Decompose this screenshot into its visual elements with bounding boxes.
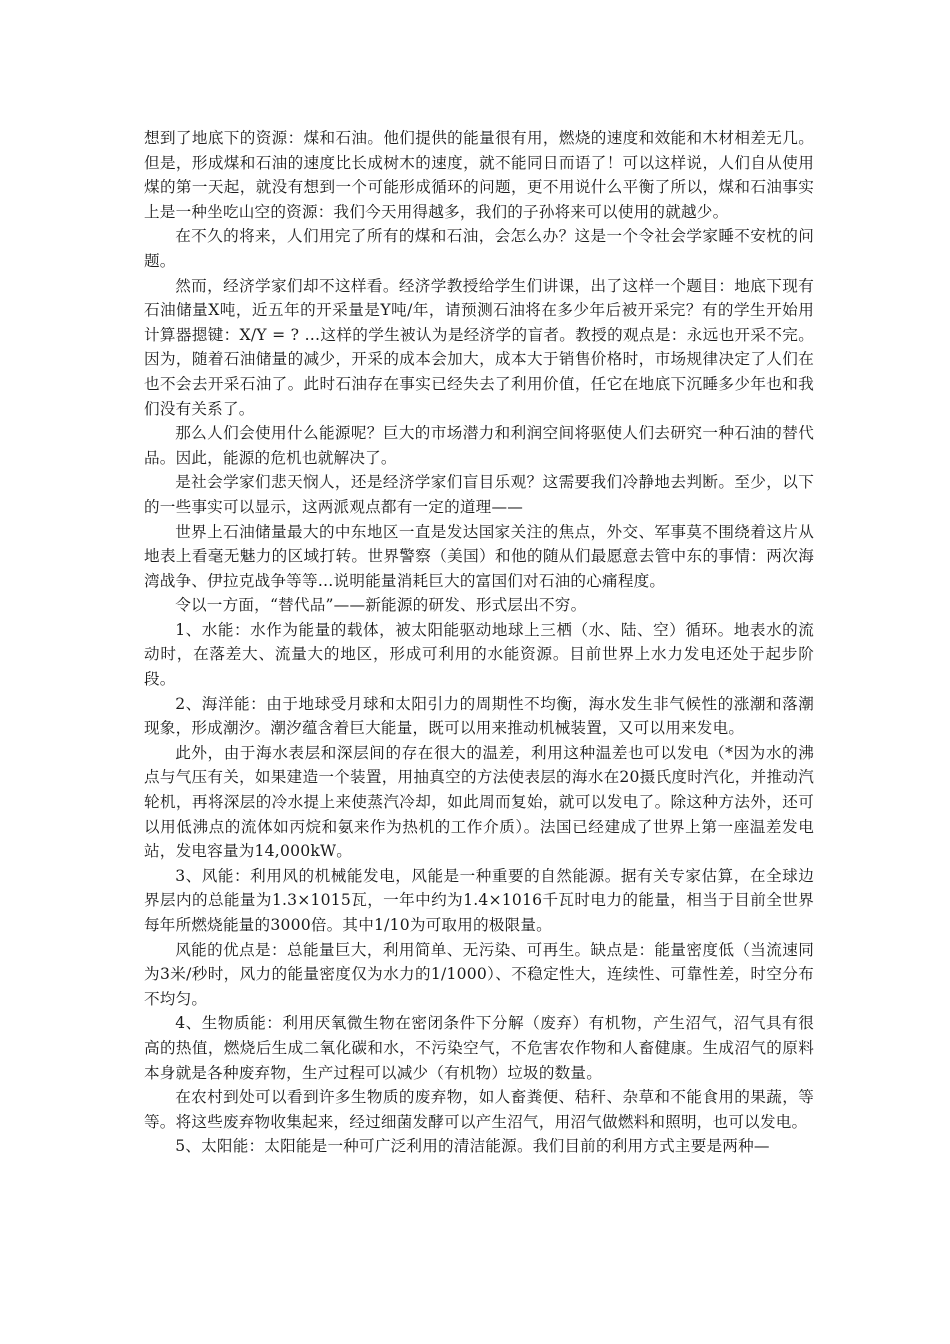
paragraph: 是社会学家们悲天悯人，还是经济学家们盲目乐观？这需要我们冷静地去判断。至少，以下的一些事实可以显示，这两派观点都有一定的道理—— [144, 473, 814, 516]
paragraph: 然而，经济学家们却不这样看。经济学教授给学生们讲课，出了这样一个题目：地底下现有石油储量X吨，近五年的开采量是Y吨/年，请预测石油将在多少年后被开采完？有的学生开始用计算器摁键：X/Y = ? …这样的学生被认为是经济学的盲者。教授的观点是：永远也开采不完。因为，随着石油储量的减少，开采的成本会加大，成本大于销售价格时，市场规律决定了人们在也不会去开采石油了。此时石油存在事实已经失去了利用价值，任它在地底下沉睡多少年也和我们没有关系了。 [144, 276, 814, 418]
document-body [144, 126, 814, 1159]
paragraph: 令以一方面，“替代品”——新能源的研发、形式层出不穷。 [175, 596, 587, 615]
paragraph: 4、生物质能：利用厌氧微生物在密闭条件下分解（废弃）有机物，产生沼气，沼气具有很高的热值，燃烧后生成二氧化碳和水，不污染空气，不危害农作物和人畜健康。生成沼气的原料本身就是各种废弃物，生产过程可以减少（有机物）垃圾的数量。 [144, 1014, 814, 1082]
paragraph: 想到了地底下的资源：煤和石油。他们提供的能量很有用，燃烧的速度和效能和木材相差无几。但是，形成煤和石油的速度比长成树木的速度，就不能同日而语了！可以这样说，人们自从使用煤的第一天起，就没有想到一个可能形成循环的问题，更不用说什么平衡了所以，煤和石油事实上是一种坐吃山空的资源：我们今天用得越多，我们的子孙将来可以使用的就越少。 [144, 129, 814, 221]
paragraph: 风能的优点是：总能量巨大，利用简单、无污染、可再生。缺点是：能量密度低（当流速同为3米/秒时，风力的能量密度仅为水力的1/1000）、不稳定性大，连续性、可靠性差，时空分布不均匀。 [144, 940, 814, 1008]
paragraph: 3、风能：利用风的机械能发电，风能是一种重要的自然能源。据有关专家估算，在全球边界层内的总能量为1.3×1015瓦，一年中约为1.4×1016千瓦时电力的能量，相当于目前全世界 每年所燃烧能量的3000倍。其中1/10为可取用的极限量。 [144, 866, 814, 934]
paragraph: 在不久的将来，人们用完了所有的煤和石油，会怎么办？这是一个令社会学家睡不安枕的问题。 [144, 227, 814, 270]
paragraph: 2、海洋能：由于地球受月球和太阳引力的周期性不均衡，海水发生非气候性的涨潮和落潮现象，形成潮汐。潮汐蕴含着巨大能量，既可以用来推动机械装置，又可以用来发电。 [144, 694, 814, 738]
paragraph: 此外，由于海水表层和深层间的存在很大的温差，利用这种温差也可以发电（*因为水的沸点与气压有关，如果建造一个装置，用抽真空的方法使表层的海水在20摄氏度时汽化，并推动汽轮机，再将深层的冷水提上来使蒸汽冷却，如此周而复始，就可以发电了。除这种方法外，还可以用低沸点的流体如丙烷和氨来作为热机的工作介质）。法国已经建成了世界上第一座温差发电站，发电容量为14,000kW。 [144, 743, 814, 861]
paragraph: 5、太阳能：太阳能是一种可广泛利用的清洁能源。我们目前的利用方式主要是两种— [175, 1137, 770, 1156]
paragraph: 那么人们会使用什么能源呢？巨大的市场潜力和利润空间将驱使人们去研究一种石油的替代品。因此，能源的危机也就解决了。 [144, 424, 814, 467]
paragraph: 1、水能：水作为能量的载体，被太阳能驱动地球上三栖（水、陆、空）循环。地表水的流动时，在落差大、流量大的地区，形成可利用的水能资源。目前世界上水力发电还处于起步阶段。 [144, 620, 814, 689]
paragraph: 在农村到处可以看到许多生物质的废弃物，如人畜粪便、秸秆、杂草和不能食用的果蔬，等等。将这些废弃物收集起来，经过细菌发酵可以产生沼气，用沼气做燃料和照明，也可以发电。 [144, 1088, 814, 1131]
paragraph: 世界上石油储量最大的中东地区一直是发达国家关注的焦点，外交、军事莫不围绕着这片从地表上看毫无魅力的区域打转。世界警察（美国）和他的随从们最愿意去管中东的事情：两次海湾战争、伊拉克战争等等…说明能量消耗巨大的富国们对石油的心痛程度。 [144, 522, 814, 590]
